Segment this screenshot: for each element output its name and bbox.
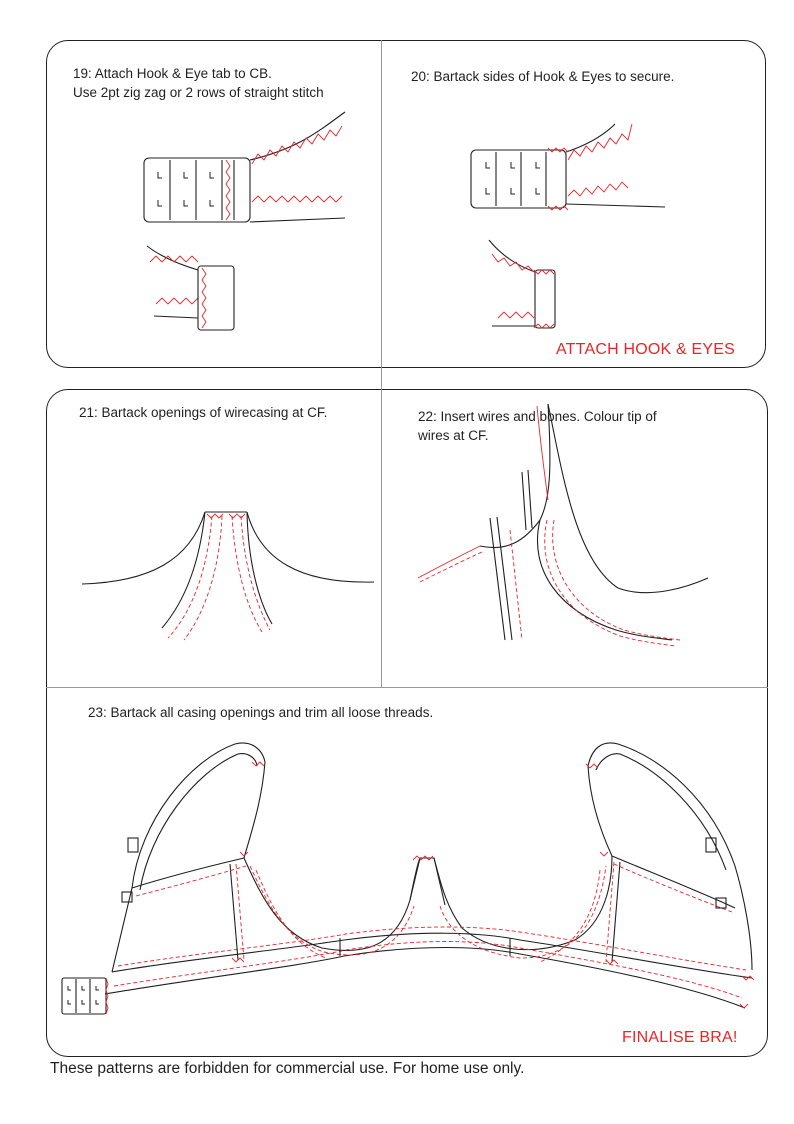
section-title-attach-hook-eyes: ATTACH HOOK & EYES [556,341,736,358]
step-19-text: 19: Attach Hook & Eye tab to CB. Use 2pt zig zag or 2 rows of straight stitch [73,66,324,100]
usage-disclaimer: These patterns are forbidden for commercial use. For home use only. [50,1060,525,1077]
step-20-text: 20: Bartack sides of Hook & Eyes to secure. [411,69,675,84]
section-title-finalise-bra: FINALISE BRA! [622,1029,738,1046]
step-21-text: 21: Bartack openings of wirecasing at CF. [79,405,328,420]
step-22-text: 22: Insert wires and bones. Colour tip of wires at CF. [418,409,657,443]
step-23-text: 23: Bartack all casing openings and trim all loose threads. [88,705,434,720]
